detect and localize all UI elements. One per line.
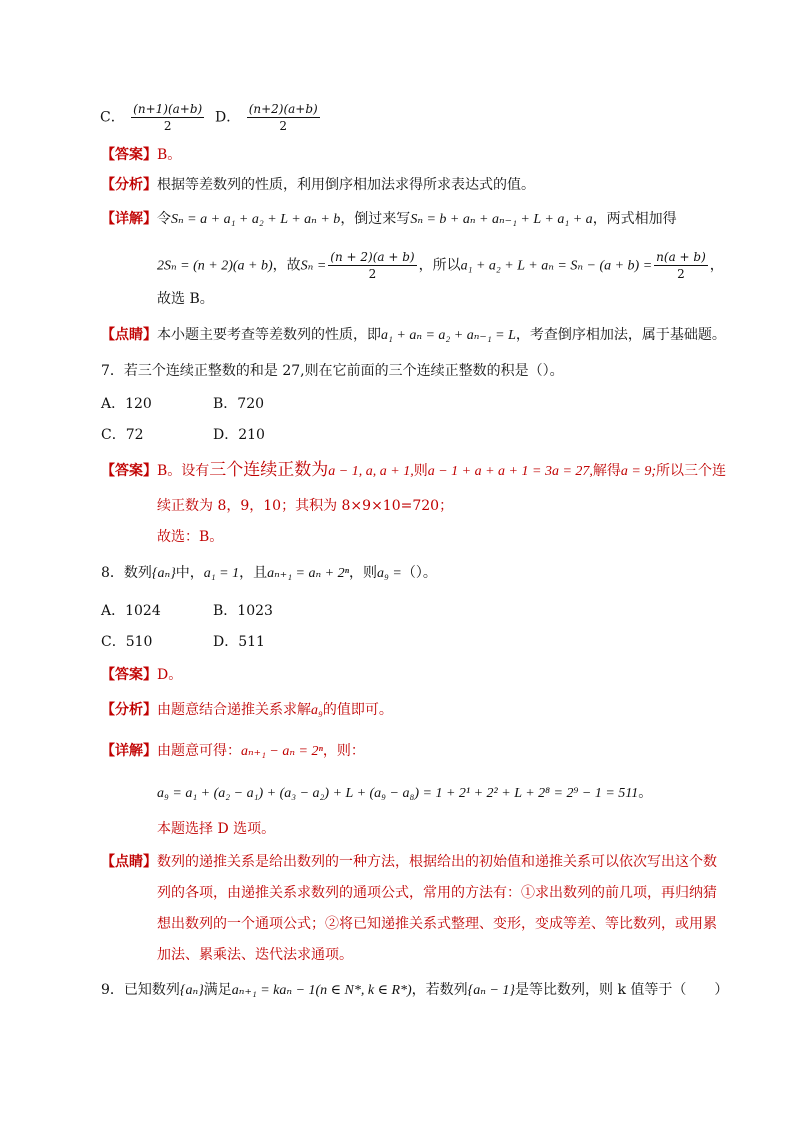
q6-detail-line2 — [157, 249, 724, 282]
detail-tag: 【详解】 — [101, 743, 157, 759]
option-d-label: D． — [215, 109, 241, 126]
q8-analysis — [101, 700, 393, 721]
q8-comment-line4: 加法、累乘法、迭代法求通项。 — [157, 947, 353, 963]
analysis-text: 根据等差数列的性质，利用倒序相加法求得所求表达式的值。 — [157, 177, 535, 193]
comment-text: 本小题主要考查等差数列的性质，即 — [157, 327, 381, 343]
stem-text: ，若数列 — [411, 982, 468, 998]
fraction-numerator: n(a + b) — [656, 250, 706, 264]
fraction-numerator: (n + 2)(a + b) — [330, 250, 415, 264]
answer-text: 所以三个连 — [656, 463, 726, 479]
analysis-tag: 【分析】 — [101, 177, 157, 193]
detail-formula: Sₙ = b + aₙ + aₙ₋₁ + L + a₁ + a — [410, 212, 593, 227]
q7-answer-line2: 续正数为 8，9，10；其积为 8×9×10=720； — [157, 498, 454, 514]
detail-text: ，倒过来写 — [340, 211, 411, 227]
q6-detail-line1 — [101, 209, 677, 230]
q7-option-a: A．120 — [101, 396, 152, 412]
answer-text: 三个连续正数为 — [209, 460, 329, 480]
analysis-text: 由题意结合递推关系求解 — [157, 702, 311, 718]
detail-tag: 【详解】 — [101, 211, 157, 227]
comment-tag: 【点睛】 — [101, 327, 157, 343]
q8-option-d: D．511 — [213, 634, 265, 650]
comment-formula: a₁ + aₙ = a₂ + aₙ₋₁ = L — [381, 328, 516, 343]
q9-stem — [101, 980, 728, 1001]
q7-option-d: D．210 — [213, 427, 265, 443]
q8-detail-end: 本题选择 D 选项。 — [157, 821, 276, 837]
option-d-numerator: (n+2)(a+b) — [248, 102, 318, 116]
detail-formula: Sₙ = — [300, 258, 327, 274]
option-c-denominator: 2 — [163, 119, 172, 133]
stem-text: 8．数列 — [101, 565, 152, 581]
analysis-text: 的值即可。 — [322, 702, 393, 718]
detail-formula: a₉ = a₁ + (a₂ − a₁) + (a₃ − a₂) + L + (a₉ − a₈) = 1 + 2¹ + 2² + L + 2⁸ = 2⁹ − 1 = 511 — [157, 786, 639, 801]
detail-text: ， — [709, 257, 724, 274]
option-d-denominator: 2 — [279, 119, 288, 133]
detail-formula: a₁ + a₂ + L + aₙ = Sₙ − (a + b) = — [460, 258, 653, 274]
q8-stem — [101, 563, 437, 584]
stem-formula: {aₙ − 1} — [467, 983, 515, 998]
fraction-denominator: 2 — [368, 267, 377, 281]
answer-tag: 【答案】 — [101, 667, 157, 683]
q8-option-c: C．510 — [101, 634, 153, 650]
detail-text: 令 — [157, 211, 171, 227]
stem-formula: aₙ₊₁ = kaₙ − 1(n ∈ N*, k ∈ R*) — [231, 983, 412, 998]
q6-detail-line3: 故选 B。 — [157, 291, 214, 307]
detail-fraction — [654, 249, 708, 282]
q7-option-c: C．72 — [101, 427, 144, 443]
stem-formula: {aₙ} — [179, 983, 204, 998]
q6-comment — [101, 325, 726, 346]
stem-formula: a₁ = 1 — [203, 566, 240, 581]
detail-text: ，所以 — [418, 257, 461, 274]
detail-formula: Sₙ = a + a₁ + a₂ + L + aₙ + b — [171, 212, 341, 227]
stem-formula: {aₙ} — [151, 566, 176, 581]
detail-fraction — [328, 249, 416, 282]
comment-tag: 【点睛】 — [101, 854, 157, 870]
option-c-fraction — [131, 101, 204, 134]
detail-text: 由题意可得： — [157, 743, 241, 759]
q6-answer — [101, 145, 181, 165]
q8-option-a: A．1024 — [101, 603, 161, 619]
q7-option-b: B．720 — [213, 396, 265, 412]
stem-text: 9．已知数列 — [101, 982, 180, 998]
q8-comment-line3: 想出数列的一个通项公式；②将已知递推关系式整理、变形，变成等差、等比数列，或用累 — [157, 916, 717, 932]
answer-tag: 【答案】 — [101, 147, 157, 163]
analysis-formula: a₉ — [311, 703, 323, 718]
stem-formula: a₉ = — [377, 566, 402, 581]
option-c-numerator: (n+1)(a+b) — [133, 102, 203, 116]
stem-text: 满足 — [203, 982, 232, 998]
answer-tag: 【答案】 — [101, 463, 157, 479]
answer-formula: a = 9; — [620, 464, 656, 479]
stem-text: （）。 — [401, 565, 437, 581]
option-c-label: C． — [100, 109, 125, 126]
detail-formula: 2Sₙ = (n + 2)(a + b) — [157, 258, 273, 274]
option-c — [100, 101, 206, 134]
detail-formula: aₙ₊₁ − aₙ = 2ⁿ — [241, 744, 323, 759]
q6-analysis — [101, 175, 535, 195]
answer-text: D。 — [157, 667, 183, 683]
stem-text: ，且 — [239, 565, 268, 581]
q8-answer — [101, 665, 182, 685]
answer-text: B。设有 — [157, 463, 210, 479]
comment-text: 数列的递推关系是给出数列的一种方法，根据给出的初始值和递推关系可以依次写出这个数 — [157, 854, 717, 870]
q8-option-b: B．1023 — [213, 603, 273, 619]
fraction-denominator: 2 — [677, 267, 685, 281]
option-d — [215, 101, 322, 134]
q8-detail-equation — [157, 783, 652, 804]
q8-detail — [101, 741, 365, 762]
detail-text: 。 — [638, 785, 653, 801]
stem-formula: aₙ₊₁ = aₙ + 2ⁿ — [267, 566, 350, 581]
q8-comment-line2: 列的各项，由递推关系求数列的通项公式，常用的方法有：①求出数列的前几项，再归纳猜 — [157, 885, 717, 901]
stem-text: 是等比数列，则 k 值等于（ ） — [515, 982, 729, 998]
detail-text: ，故 — [272, 257, 301, 274]
answer-text: 则 — [413, 463, 428, 479]
detail-text: ，两式相加得 — [592, 211, 677, 227]
answer-text: 解得 — [592, 463, 621, 479]
q7-answer-line1 — [101, 460, 726, 482]
q7-stem: 7．若三个连续正整数的和是 27,则在它前面的三个连续正整数的积是（）。 — [101, 363, 564, 379]
answer-formula: a − 1 + a + a + 1 = 3a = 27, — [427, 464, 593, 479]
answer-text: B。 — [157, 147, 182, 163]
stem-text: ，则 — [349, 565, 378, 581]
comment-text: ，考查倒序相加法，属于基础题。 — [515, 327, 726, 343]
detail-text: ，则： — [322, 743, 365, 759]
q7-answer-line3: 故选：B。 — [157, 529, 224, 545]
answer-formula: a − 1, a, a + 1, — [328, 464, 414, 479]
stem-text: 中， — [175, 565, 204, 581]
q8-comment-line1 — [101, 852, 717, 872]
option-d-fraction — [247, 101, 320, 134]
analysis-tag: 【分析】 — [101, 702, 157, 718]
